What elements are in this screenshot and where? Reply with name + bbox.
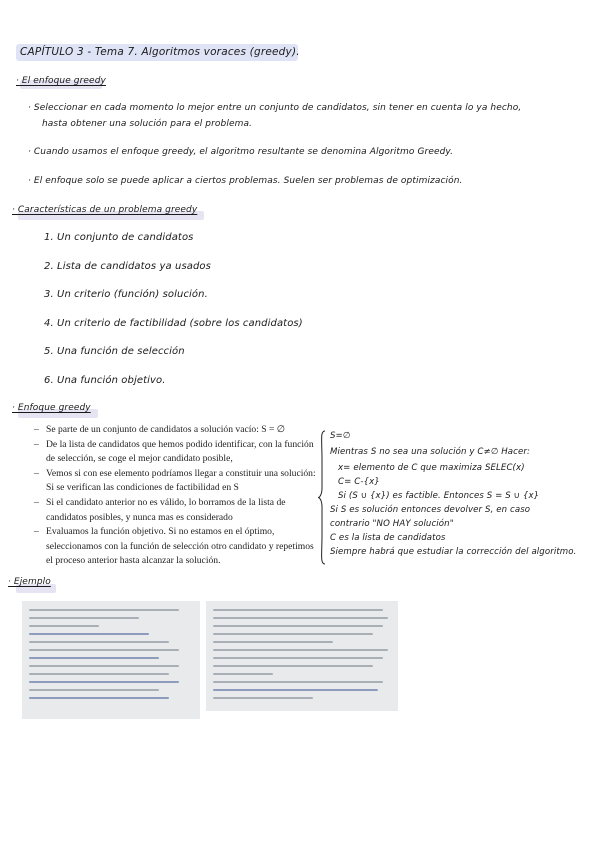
list-item: 5. Una función de selección: [44, 346, 185, 357]
list-item: 4. Un criterio de factibilidad (sobre los candidatos): [44, 318, 303, 329]
list-item: 1. Un conjunto de candidatos: [44, 232, 194, 243]
heading-caracteristicas: · Características de un problema greedy: [12, 205, 198, 215]
step-item: – Vemos si con ese elemento podríamos llegar a constituir una solución: Si se verifican las condiciones de factibilidad en S: [30, 467, 316, 496]
note-line: Siempre habrá que estudiar la corrección del algoritmo.: [330, 547, 577, 557]
note-line: C es la lista de candidatos: [330, 533, 446, 543]
list-item: 3. Un criterio (función) solución.: [44, 289, 208, 300]
page-title: CAPÍTULO 3 - Tema 7. Algoritmos voraces (greedy).: [20, 46, 300, 58]
note-line: C= C-{x}: [338, 477, 380, 487]
example-image-left-content: [22, 601, 200, 709]
step-item: – Se parte de un conjunto de candidatos a solución vacío: S = ∅: [30, 423, 316, 438]
heading-ejemplo: · Ejemplo: [8, 577, 51, 587]
printed-steps: [30, 423, 316, 569]
example-image-left: [22, 601, 200, 719]
bullet-line: · El enfoque solo se puede aplicar a ciertos problemas. Suelen ser problemas de optimización.: [28, 176, 463, 186]
bullet-line: hasta obtener una solución para el problema.: [42, 119, 253, 129]
step-item: – De la lista de candidatos que hemos podido identificar, con la función de selección, se coge el mejor candidato posible,: [30, 438, 316, 467]
note-line: Si S es solución entonces devolver S, en caso: [330, 505, 531, 515]
list-item: 2. Lista de candidatos ya usados: [44, 261, 211, 272]
example-image-right: [206, 601, 398, 711]
step-item: – Evaluamos la función objetivo. Si no estamos en el óptimo, seleccionamos con la función de selección otro candidato y repetimos el proceso anterior hasta alcanzar la solución.: [30, 525, 316, 569]
note-line: Mientras S no sea una solución y C≠∅ Hacer:: [330, 447, 531, 457]
heading-el-enfoque: · El enfoque greedy: [16, 76, 106, 86]
note-line: S=∅: [330, 431, 351, 441]
note-line: Si (S ∪ {x}) es factible. Entonces S = S ∪ {x}: [338, 491, 540, 501]
list-item: 6. Una función objetivo.: [44, 375, 166, 386]
bullet-line: · Cuando usamos el enfoque greedy, el algoritmo resultante se denomina Algoritmo Greedy.: [28, 147, 454, 157]
note-line: contrario "NO HAY solución": [330, 519, 454, 529]
bullet-line: · Seleccionar en cada momento lo mejor entre un conjunto de candidatos, sin tener en cuenta lo ya hecho,: [28, 103, 522, 113]
example-image-right-content: [206, 601, 398, 709]
note-line: x= elemento de C que maximiza SELEC(x): [338, 463, 525, 473]
heading-enfoque-greedy: · Enfoque greedy: [12, 403, 91, 413]
brace-icon: [318, 430, 326, 565]
step-item: – Si el candidato anterior no es válido, lo borramos de la lista de candidatos posibles, y nunca mas es considerado: [30, 496, 316, 525]
